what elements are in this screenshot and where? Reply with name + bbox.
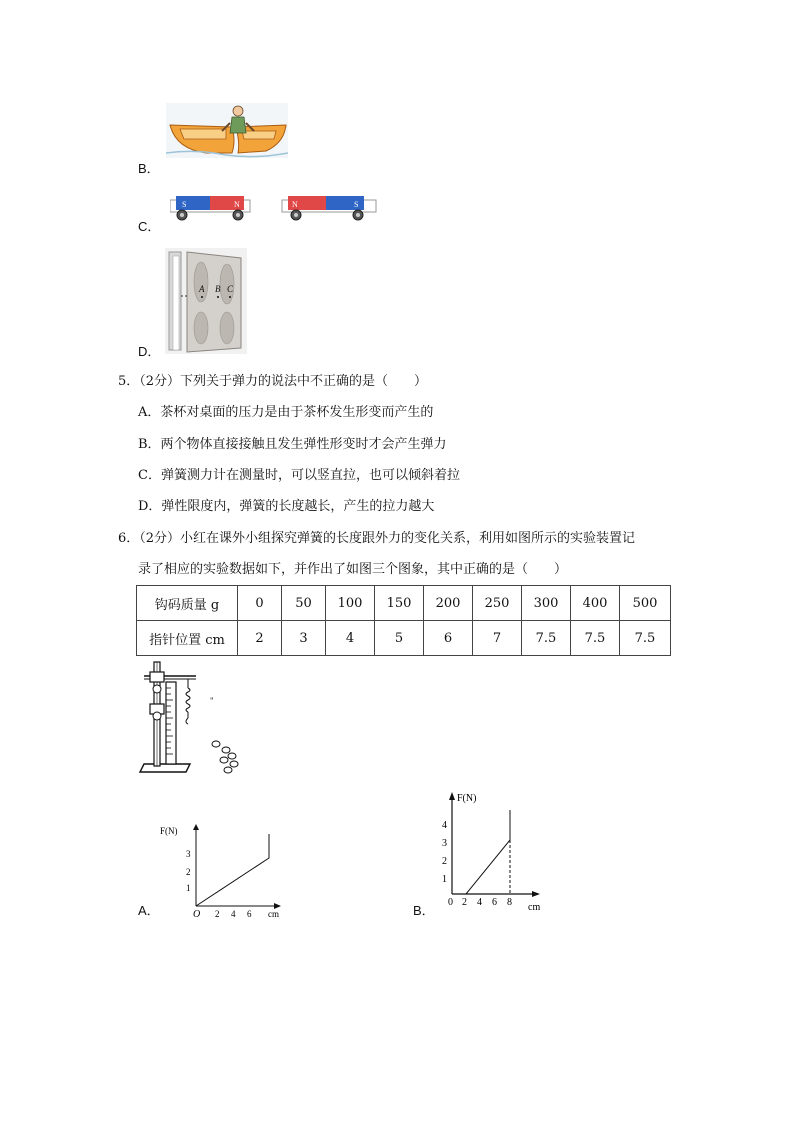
magnet-left-n-text: N [234, 200, 240, 209]
graph-a-xunit: cm [268, 909, 279, 919]
q4-option-d-label: D． [138, 344, 161, 359]
door-picture [165, 248, 247, 354]
q5-option-a: A．茶杯对桌面的压力是由于茶杯发生形变而产生的 [138, 405, 434, 420]
graph-b-ytick-4: 4 [442, 820, 447, 831]
spring-apparatus-picture [136, 660, 248, 780]
magnet-carts-picture [170, 192, 382, 222]
q4-option-b-label: B． [138, 161, 160, 176]
table-cell: 7.5 [620, 621, 671, 656]
table-cell: 2 [238, 621, 282, 656]
boat-picture [166, 103, 288, 158]
graph-b-ytick-2: 2 [442, 856, 447, 867]
table-cell: 200 [424, 586, 473, 621]
table-cell: 500 [620, 586, 671, 621]
magnet-right-n-text: N [292, 200, 298, 209]
graph-b-xtick-2: 2 [462, 897, 467, 908]
table-cell: 0 [238, 586, 282, 621]
q4-option-c-label: C． [138, 219, 161, 234]
table-row [137, 621, 671, 656]
table-cell: 250 [473, 586, 522, 621]
q6-stem-line2: 录了相应的实验数据如下，并作出了如图三个图象，其中正确的是（ ） [138, 562, 568, 577]
table-cell: 50 [282, 586, 326, 621]
table-cell: 150 [375, 586, 424, 621]
graph-b-ylabel: F(N) [457, 793, 477, 804]
graph-b-ytick-1: 1 [442, 874, 447, 885]
magnet-right-s-text: S [354, 200, 359, 209]
graph-b-xtick-8: 8 [507, 897, 512, 908]
graph-a-origin: O [193, 909, 201, 920]
q5-option-b: B．两个物体直接接触且发生弹性形变时才会产生弹力 [138, 437, 447, 452]
door-point-c: C [227, 284, 234, 294]
data-table [136, 585, 671, 656]
magnet-left-s-text: S [182, 200, 187, 209]
q5-option-d: D．弹性限度内，弹簧的长度越长，产生的拉力越大 [138, 499, 435, 514]
graph-a [158, 820, 290, 920]
table-cell: 7.5 [522, 621, 571, 656]
graph-a-ylabel: F(N) [160, 826, 178, 836]
door-point-b: B [215, 284, 221, 294]
table-row [137, 586, 671, 621]
q5-option-c: C．弹簧测力计在测量时，可以竖直拉，也可以倾斜着拉 [138, 468, 460, 483]
q5-stem: 5．（2分）下列关于弹力的说法中不正确的是（ ） [118, 374, 428, 389]
graph-b-xtick-6: 6 [492, 897, 497, 908]
graph-b-ytick-3: 3 [442, 838, 447, 849]
table-cell: 300 [522, 586, 571, 621]
graph-a-ytick-2: 2 [186, 867, 191, 877]
table-row-header: 钩码质量 g [137, 586, 238, 621]
graph-b-line [466, 810, 510, 894]
table-row-header: 指针位置 cm [137, 621, 238, 656]
graph-b-origin: 0 [448, 897, 453, 908]
table-cell: 7.5 [571, 621, 620, 656]
door-point-a: A [199, 284, 205, 294]
table-cell: 4 [326, 621, 375, 656]
graph-a-ytick-3: 3 [186, 849, 191, 859]
graph-b-xunit: cm [528, 902, 541, 913]
table-cell: 5 [375, 621, 424, 656]
graph-a-xtick-2: 2 [215, 909, 220, 919]
q6-option-b-label: B． [413, 903, 435, 918]
graph-a-line [196, 834, 269, 906]
q6-option-a-label: A． [138, 903, 160, 918]
table-cell: 3 [282, 621, 326, 656]
table-cell: 6 [424, 621, 473, 656]
graph-a-xtick-6: 6 [247, 909, 252, 919]
table-cell: 400 [571, 586, 620, 621]
q6-stem-line1: 6．（2分）小红在课外小组探究弹簧的长度跟外力的变化关系，利用如图所示的实验装置记 [118, 531, 636, 546]
graph-a-ytick-1: 1 [186, 883, 191, 893]
table-cell: 100 [326, 586, 375, 621]
table-cell: 7 [473, 621, 522, 656]
svg-text:": " [210, 696, 214, 706]
graph-a-xtick-4: 4 [231, 909, 236, 919]
graph-b-xtick-4: 4 [477, 897, 482, 908]
graph-b [432, 788, 556, 914]
